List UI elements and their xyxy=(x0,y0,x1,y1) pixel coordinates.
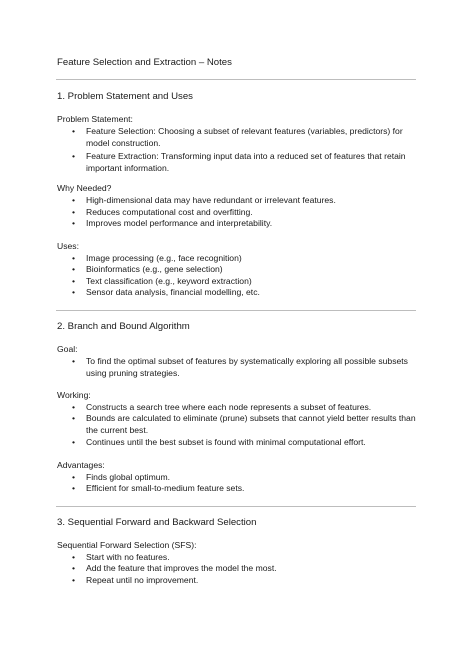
bullet-icon: • xyxy=(72,575,76,585)
list-item-text: Image processing (e.g., face recognition) xyxy=(86,253,242,263)
list-item-text: High-dimensional data may have redundant or irrelevant features. xyxy=(86,195,336,205)
list-item-text: Efficient for small-to-medium feature sets. xyxy=(86,483,245,493)
bullet-icon: • xyxy=(72,437,76,447)
section-heading-sequential-selection: 3. Sequential Forward and Backward Selection xyxy=(57,517,257,528)
section-heading-problem-statement: 1. Problem Statement and Uses xyxy=(57,91,193,102)
list-item xyxy=(72,218,418,230)
list-item-text: Text classification (e.g., keyword extraction) xyxy=(86,276,252,286)
list-item-text: Sensor data analysis, financial modelling, etc. xyxy=(86,287,260,297)
list-item xyxy=(72,413,418,436)
list-item-text: To find the optimal subset of features by systematically exploring all possible subsets using pruning strategies. xyxy=(86,356,408,378)
bullet-icon: • xyxy=(72,264,76,274)
list-item xyxy=(72,575,418,587)
list-item xyxy=(72,151,418,174)
group-label-sfs: Sequential Forward Selection (SFS): xyxy=(57,540,197,550)
list-item-text: Repeat until no improvement. xyxy=(86,575,199,585)
bullet-icon: • xyxy=(72,207,76,217)
list-item xyxy=(72,437,418,449)
bullet-icon: • xyxy=(72,276,76,286)
list-item-text: Improves model performance and interpretability. xyxy=(86,218,273,228)
bullet-icon: • xyxy=(72,195,76,205)
list-item-text: Feature Selection: Choosing a subset of relevant features (variables, predictors) for model construction. xyxy=(86,126,403,148)
bullet-icon: • xyxy=(72,356,76,366)
group-label-problem-statement: Problem Statement: xyxy=(57,114,133,124)
list-item xyxy=(72,287,418,299)
list-item-text: Continues until the best subset is found with minimal computational effort. xyxy=(86,437,366,447)
bullet-icon: • xyxy=(72,402,76,412)
section-heading-branch-and-bound: 2. Branch and Bound Algorithm xyxy=(57,321,190,332)
bullet-icon: • xyxy=(72,287,76,297)
group-label-goal: Goal: xyxy=(57,344,78,354)
list-item-text: Add the feature that improves the model the most. xyxy=(86,563,277,573)
list-item xyxy=(72,356,418,379)
list-item-text: Bioinformatics (e.g., gene selection) xyxy=(86,264,223,274)
list-item-text: Finds global optimum. xyxy=(86,472,171,482)
list-item-text: Start with no features. xyxy=(86,552,170,562)
bullet-icon: • xyxy=(72,552,76,562)
bullet-icon: • xyxy=(72,151,76,161)
bullet-icon: • xyxy=(72,126,76,136)
list-item xyxy=(72,126,418,149)
document-title: Feature Selection and Extraction – Notes xyxy=(57,57,232,68)
list-item xyxy=(72,253,418,265)
group-label-working: Working: xyxy=(57,390,91,400)
bullet-icon: • xyxy=(72,483,76,493)
group-label-uses: Uses: xyxy=(57,241,79,251)
bullet-icon: • xyxy=(72,413,76,423)
group-label-why-needed: Why Needed? xyxy=(57,183,112,193)
list-item xyxy=(72,264,418,276)
list-item xyxy=(72,563,418,575)
bullet-icon: • xyxy=(72,253,76,263)
list-item-text: Feature Extraction: Transforming input data into a reduced set of features that retain important information. xyxy=(86,151,406,173)
bullet-icon: • xyxy=(72,472,76,482)
section-divider xyxy=(56,79,416,80)
bullet-icon: • xyxy=(72,218,76,228)
group-label-advantages: Advantages: xyxy=(57,460,105,470)
list-item xyxy=(72,402,418,414)
list-item xyxy=(72,195,418,207)
list-item xyxy=(72,207,418,219)
list-item xyxy=(72,483,418,495)
bullet-icon: • xyxy=(72,563,76,573)
list-item-text: Constructs a search tree where each node represents a subset of features. xyxy=(86,402,372,412)
list-item xyxy=(72,472,418,484)
list-item-text: Bounds are calculated to eliminate (prune) subsets that cannot yield better results than the current best. xyxy=(86,413,416,435)
list-item xyxy=(72,276,418,288)
section-divider xyxy=(56,506,416,507)
list-item xyxy=(72,552,418,564)
section-divider xyxy=(56,310,416,311)
list-item-text: Reduces computational cost and overfitting. xyxy=(86,207,253,217)
